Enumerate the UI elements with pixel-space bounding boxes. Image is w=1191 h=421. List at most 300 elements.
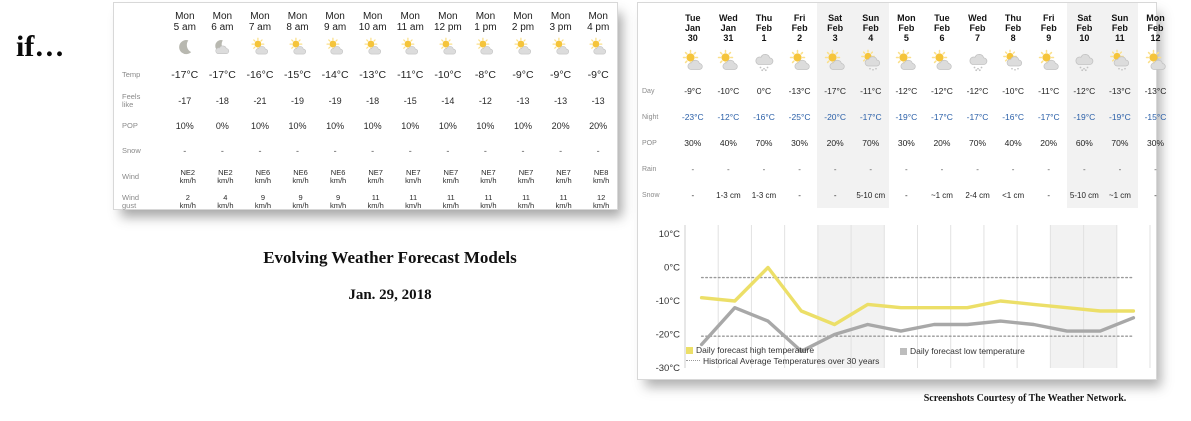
hourly-temp-cell: -10°C [434, 69, 462, 81]
hourly-wind-cell: NE6 km/h [292, 167, 309, 185]
daily-pop-cell: 70% [755, 138, 773, 148]
legend-swatch-high [686, 347, 693, 354]
daily-day-temp-cell: -10°C [717, 86, 740, 96]
sun-cloud-icon [716, 60, 740, 77]
hourly-weather-icon-cell [241, 37, 279, 62]
daily-day-temp-cell: -12°C [931, 86, 953, 96]
daily-column-header [1031, 3, 1067, 49]
hourly-wind-cell: NE6 km/h [254, 167, 272, 185]
sun-cloud-icon [1037, 60, 1061, 77]
daily-snow-cell: 1-3 cm [751, 190, 777, 200]
daily-col-dow: Fri [1042, 13, 1055, 23]
legend-item-historical [686, 356, 879, 367]
daily-snow-cell: - [1154, 190, 1157, 200]
moon-clear-icon [175, 44, 195, 61]
daily-day-temp-cell: -13°C [1102, 78, 1138, 104]
daily-snow-cell: 2-4 cm [965, 190, 990, 200]
hourly-col-day: Mon [513, 10, 533, 22]
daily-col-month: Feb [969, 23, 986, 33]
hourly-pop-cell: 0% [215, 121, 229, 131]
page-subtitle-date: Jan. 29, 2018 [348, 287, 432, 303]
daily-day-temp-cell: -10°C [1002, 86, 1025, 96]
hourly-col-day: Mon [362, 10, 383, 22]
daily-day-temp-cell: -11°C [1038, 86, 1060, 96]
daily-col-dow: Sun [1111, 13, 1129, 23]
hourly-wind-cell: NE7 km/h [480, 167, 497, 185]
hourly-temp-cell: -17°C [208, 69, 236, 81]
hourly-snow-cell: - [220, 146, 224, 156]
daily-col-month: Feb [933, 23, 950, 33]
legend-label-high: Daily forecast high temperature [696, 345, 815, 355]
sun-partly-cloudy-icon [400, 44, 420, 61]
daily-pop-cell: 40% [1004, 138, 1022, 148]
hourly-row-label-wind: Wind [122, 171, 140, 181]
daily-row-label-snow: Snow [642, 191, 660, 199]
daily-col-dow: Wed [968, 13, 987, 23]
hourly-pop-cell: 10% [363, 121, 382, 131]
sun-partly-cloudy-icon [551, 44, 571, 61]
hourly-column-header [504, 3, 542, 37]
sun-cloud-icon [930, 60, 954, 77]
sun-partly-cloudy-icon [325, 44, 345, 61]
sun-cloud-snow-icon [1108, 60, 1132, 77]
hourly-wind-cell: NE7 km/h [442, 167, 459, 185]
daily-weather-icon-cell [1102, 49, 1138, 78]
hourly-wind-cell: NE2 km/h [217, 167, 234, 185]
hourly-wind-cell: NE6 km/h [329, 167, 347, 185]
legend-swatch-low [900, 348, 907, 355]
hourly-col-day: Mon [438, 10, 458, 22]
daily-col-dow: Wed [718, 13, 738, 23]
hourly-pop-cell: 10% [513, 121, 532, 131]
daily-col-month: Feb [791, 23, 808, 33]
daily-col-dom: 11 [1115, 33, 1125, 43]
hourly-weather-icon-cell [279, 37, 317, 62]
chart-y-tick-label: -10°C [655, 296, 680, 308]
daily-rain-cell: - [1154, 164, 1157, 174]
hourly-col-time: 11 am [396, 21, 424, 33]
daily-snow-cell: ~1 cm [1102, 182, 1138, 208]
hourly-snow-cell: - [596, 146, 600, 156]
daily-col-dow: Tue [934, 13, 950, 23]
temperature-trend-chart [638, 225, 1156, 380]
hourly-snow-cell: - [371, 146, 375, 156]
daily-pop-cell: 70% [969, 138, 987, 148]
hourly-weather-icon-cell [504, 37, 542, 62]
daily-column-header [889, 3, 925, 49]
hourly-temp-cell: -17°C [171, 69, 199, 81]
sun-cloud-icon [823, 60, 847, 77]
hourly-wind-cell: NE7 km/h [517, 167, 535, 185]
sun-partly-cloudy-icon [438, 44, 458, 61]
daily-pop-cell: 70% [853, 130, 889, 156]
daily-weather-icon-cell [746, 49, 782, 78]
hourly-weather-icon-cell [429, 37, 467, 62]
chart-legend [686, 345, 879, 367]
daily-column-header [782, 3, 818, 49]
daily-day-temp-cell: -12°C [895, 86, 918, 96]
hourly-column-header [241, 3, 279, 37]
daily-pop-cell: 20% [933, 138, 951, 148]
hourly-wind-cell: NE7 km/h [367, 167, 384, 185]
hourly-row-label-blank [114, 3, 166, 37]
sun-cloud-icon [681, 60, 705, 77]
hourly-col-day: Mon [475, 10, 496, 22]
daily-night-temp-cell: -16°C [753, 112, 775, 122]
daily-weather-icon-cell [817, 49, 853, 78]
hourly-weather-icon-cell [166, 37, 204, 62]
daily-day-temp-cell: -13°C [788, 86, 811, 96]
daily-col-dom: 1 [761, 33, 767, 43]
hourly-feels-like-cell: -12 [478, 96, 492, 106]
hourly-wind-gust-cell: 11 km/h [405, 192, 422, 210]
daily-night-temp-cell: -15°C [1144, 112, 1167, 122]
hourly-weather-icon-cell [316, 37, 354, 62]
daily-col-dow: Sun [862, 13, 880, 23]
daily-rain-cell: - [691, 164, 695, 174]
daily-col-dow: Mon [1146, 13, 1165, 23]
hourly-feels-like-cell: -18 [215, 96, 229, 106]
daily-pop-cell: 40% [719, 138, 737, 148]
hourly-snow-cell: - [446, 146, 450, 156]
daily-snow-cell: 1-3 cm [716, 190, 741, 200]
hourly-feels-like-cell: -14 [441, 96, 455, 106]
daily-day-temp-cell: -9°C [684, 86, 702, 96]
chart-y-tick-label: 0°C [664, 262, 680, 274]
daily-snow-cell: 5-10 cm [853, 182, 889, 208]
hourly-feels-like-cell: -13 [554, 96, 568, 106]
daily-day-temp-cell: -13°C [1144, 86, 1167, 96]
hourly-column-header [467, 3, 505, 37]
hourly-column-header [391, 3, 429, 37]
credit-line: Screenshots Courtesy of The Weather Network. [923, 393, 1127, 404]
hourly-snow-cell: - [408, 146, 412, 156]
hourly-wind-gust-cell: 11 km/h [517, 192, 535, 210]
daily-row-label-rain: Rain [642, 165, 657, 173]
hourly-column-header [542, 3, 580, 37]
sun-cloud-icon [1144, 60, 1168, 77]
hourly-temp-cell: -11°C [397, 69, 424, 81]
sun-partly-cloudy-icon [475, 44, 495, 61]
hourly-col-day: Mon [250, 10, 270, 22]
daily-column-header [711, 3, 747, 49]
hourly-snow-cell: - [559, 146, 563, 156]
hourly-wind-gust-cell: 11 km/h [442, 192, 459, 210]
lead-text: if… [16, 30, 65, 63]
daily-column-header [853, 3, 889, 49]
hourly-feels-like-cell: -19 [328, 96, 342, 106]
daily-rain-cell: - [1011, 164, 1015, 174]
daily-col-dom: 9 [1046, 33, 1052, 43]
legend-dotted-line-historical [686, 360, 700, 361]
daily-col-month: Feb [898, 23, 915, 33]
daily-pop-cell: 30% [791, 138, 809, 148]
daily-col-dom: 3 [832, 33, 838, 43]
hourly-wind-cell: NE2 km/h [179, 167, 196, 185]
daily-weather-icon-cell [675, 49, 711, 78]
hourly-temp-cell: -14°C [321, 69, 349, 81]
daily-rain-cell: - [762, 164, 766, 174]
hourly-wind-gust-cell: 11 km/h [367, 192, 384, 210]
hourly-col-day: Mon [212, 10, 233, 22]
daily-rain-cell: - [976, 164, 979, 174]
hourly-col-time: 7 am [248, 21, 272, 33]
daily-col-dow: Sat [1077, 13, 1092, 23]
hourly-weather-icon-cell [542, 37, 580, 62]
hourly-col-time: 10 am [358, 21, 387, 33]
daily-pop-cell: 60% [1067, 130, 1103, 156]
hourly-feels-like-cell: -18 [366, 96, 380, 106]
daily-night-temp-cell: -17°C [1037, 112, 1060, 122]
sun-partly-cloudy-icon [363, 44, 383, 61]
hourly-column-header [204, 3, 242, 37]
daily-weather-icon-cell [889, 49, 925, 78]
hourly-snow-cell: - [258, 146, 262, 156]
daily-column-header [1138, 3, 1174, 49]
chart-y-tick-label: -20°C [655, 329, 680, 341]
daily-night-temp-cell: -20°C [817, 104, 853, 130]
daily-row-label-pop: POP [642, 139, 657, 147]
daily-night-temp-cell: -19°C [895, 112, 918, 122]
hourly-column-header [316, 3, 354, 37]
hourly-weather-icon-cell [579, 37, 617, 62]
daily-rain-cell: - [1067, 156, 1103, 182]
daily-col-month: Feb [1147, 23, 1164, 33]
daily-col-month: Feb [1076, 23, 1093, 33]
hourly-wind-gust-cell: 2 km/h [179, 192, 196, 210]
daily-night-temp-cell: -17°C [931, 112, 953, 122]
daily-row-label-blank [638, 3, 675, 49]
hourly-column-header [429, 3, 467, 37]
hourly-wind-cell: NE8 km/h [593, 167, 610, 185]
hourly-pop-cell: 10% [250, 121, 269, 131]
daily-night-temp-cell: -23°C [681, 112, 704, 122]
sun-cloud-icon [894, 60, 918, 77]
daily-col-dow: Thu [1004, 13, 1022, 23]
hourly-row-label-icon [114, 37, 166, 62]
daily-col-dom: 8 [1010, 33, 1016, 43]
hourly-row-label-snow: Snow [122, 145, 141, 155]
daily-weather-icon-cell [711, 49, 747, 78]
legend-item-low [900, 346, 1025, 356]
page-title: Evolving Weather Forecast Models [263, 248, 517, 267]
hourly-col-time: 1 pm [474, 21, 497, 33]
daily-weather-icon-cell [924, 49, 960, 78]
hourly-weather-icon-cell [467, 37, 505, 62]
daily-col-month: Feb [827, 23, 844, 33]
hourly-feels-like-cell: -13 [516, 96, 530, 106]
hourly-feels-like-cell: -15 [403, 96, 417, 106]
hourly-col-time: 2 pm [511, 21, 535, 33]
daily-column-header [1067, 3, 1103, 49]
hourly-wind-cell: NE7 km/h [405, 167, 422, 185]
daily-col-dow: Tue [685, 13, 701, 23]
daily-weather-icon-cell [1138, 49, 1174, 78]
hourly-col-day: Mon [175, 10, 195, 22]
daily-night-temp-cell: -19°C [1102, 104, 1138, 130]
daily-col-month: Feb [755, 23, 772, 33]
daily-pop-cell: 30% [684, 138, 702, 148]
hourly-weather-icon-cell [391, 37, 429, 62]
hourly-temp-cell: -13°C [359, 69, 387, 81]
hourly-col-day: Mon [550, 10, 571, 22]
hourly-column-header [279, 3, 317, 37]
hourly-wind-gust-cell: 11 km/h [555, 192, 572, 210]
daily-pop-cell: 20% [1040, 138, 1058, 148]
hourly-column-header [354, 3, 392, 37]
sun-partly-cloudy-icon [288, 44, 308, 61]
daily-snow-cell: 5-10 cm [1067, 182, 1103, 208]
daily-col-dom: 7 [975, 33, 981, 43]
hourly-snow-cell: - [183, 146, 187, 156]
daily-col-dom: 4 [868, 33, 874, 43]
daily-snow-cell: <1 cm [1002, 190, 1025, 200]
daily-col-month: Feb [1111, 23, 1128, 33]
hourly-wind-cell: NE7 km/h [555, 167, 572, 185]
daily-forecast-panel [637, 2, 1167, 380]
hourly-wind-gust-cell: 9 km/h [254, 192, 272, 210]
hourly-feels-like-cell: -19 [291, 96, 305, 106]
hourly-snow-cell: - [296, 146, 300, 156]
hourly-col-time: 3 pm [549, 21, 572, 33]
daily-weather-icon-cell [1067, 49, 1103, 78]
hourly-feels-like-cell: -21 [253, 96, 267, 106]
hourly-column-header [166, 3, 204, 37]
cloud-snow-icon [1072, 60, 1096, 77]
hourly-snow-cell: - [333, 146, 337, 156]
daily-night-temp-cell: -17°C [966, 112, 989, 122]
daily-row-label-night: Night [642, 113, 659, 121]
daily-weather-icon-cell [995, 49, 1031, 78]
daily-column-header [924, 3, 960, 49]
hourly-forecast-table [114, 3, 617, 214]
hourly-col-time: 8 am [286, 21, 309, 33]
cloud-snow-icon [966, 60, 990, 77]
daily-col-month: Feb [862, 23, 879, 33]
hourly-col-time: 9 am [323, 21, 347, 33]
hourly-row-label-temp: Temp [122, 69, 141, 79]
daily-column-header [746, 3, 782, 49]
daily-column-header [1102, 3, 1138, 49]
hourly-pop-cell: 10% [476, 121, 495, 131]
daily-night-temp-cell: -12°C [717, 112, 740, 122]
hourly-pop-cell: 10% [326, 121, 345, 131]
daily-col-month: Jan [720, 23, 737, 33]
daily-rain-cell: - [798, 164, 801, 174]
hourly-forecast-panel [113, 2, 618, 210]
daily-column-header [675, 3, 711, 49]
hourly-wind-gust-cell: 11 km/h [480, 192, 497, 210]
hourly-temp-cell: -15°C [284, 69, 311, 81]
daily-row-label-icon [638, 49, 675, 78]
hourly-wind-gust-cell: 12 km/h [593, 192, 610, 210]
daily-pop-cell: 70% [1102, 130, 1138, 156]
hourly-pop-cell: 20% [551, 121, 570, 131]
daily-rain-cell: - [905, 164, 908, 174]
hourly-weather-icon-cell [354, 37, 392, 62]
daily-night-temp-cell: -17°C [853, 104, 889, 130]
legend-label-historical: Historical Average Temperatures over 30 years [703, 356, 880, 366]
sun-cloud-snow-icon [859, 60, 883, 77]
hourly-column-header [579, 3, 617, 37]
hourly-wind-gust-cell: 9 km/h [292, 192, 309, 210]
hourly-pop-cell: 10% [438, 121, 457, 131]
sun-cloud-icon [788, 60, 812, 77]
legend-item-high [686, 345, 879, 356]
daily-pop-cell: 20% [817, 130, 853, 156]
hourly-feels-like-cell: -17 [178, 96, 192, 106]
daily-night-temp-cell: -25°C [788, 112, 811, 122]
hourly-col-day: Mon [287, 10, 308, 22]
daily-rain-cell: - [853, 156, 889, 182]
hourly-wind-gust-cell: 9 km/h [329, 192, 347, 210]
daily-day-temp-cell: -12°C [966, 86, 989, 96]
daily-column-header [995, 3, 1031, 49]
daily-snow-cell: ~1 cm [930, 190, 953, 200]
legend-label-low: Daily forecast low temperature [910, 346, 1025, 356]
daily-pop-cell: 30% [897, 138, 915, 148]
hourly-col-day: Mon [400, 10, 420, 22]
hourly-col-time: 12 pm [433, 21, 462, 33]
daily-snow-cell: - [691, 190, 695, 200]
sun-partly-cloudy-icon [250, 44, 270, 61]
hourly-col-day: Mon [325, 10, 345, 22]
daily-snow-cell: - [1047, 190, 1051, 200]
daily-day-temp-cell: 0°C [756, 86, 772, 96]
hourly-pop-cell: 10% [288, 121, 307, 131]
daily-snow-cell: - [817, 182, 853, 208]
daily-col-dom: 2 [797, 33, 803, 43]
daily-rain-cell: - [727, 164, 730, 174]
hourly-row-label-wind-gust: Wind gust [122, 192, 140, 210]
daily-col-dom: 6 [939, 33, 945, 43]
hourly-weather-icon-cell [204, 37, 242, 62]
daily-col-dow: Fri [793, 13, 806, 23]
hourly-snow-cell: - [483, 146, 487, 156]
hourly-temp-cell: -16°C [246, 69, 274, 81]
daily-forecast-table [638, 3, 1173, 208]
hourly-col-time: 6 am [211, 21, 234, 33]
daily-col-dom: 10 [1079, 33, 1090, 43]
hourly-col-time: 4 pm [587, 21, 610, 33]
daily-col-dom: 5 [903, 33, 909, 43]
hourly-col-day: Mon [588, 10, 608, 22]
daily-col-month: Feb [1040, 23, 1057, 33]
cloud-snow-icon [752, 60, 776, 77]
daily-rain-cell: - [817, 156, 853, 182]
daily-night-temp-cell: -16°C [1002, 112, 1025, 122]
hourly-temp-cell: -9°C [512, 69, 534, 81]
hourly-pop-cell: 10% [401, 121, 420, 131]
hourly-temp-cell: -8°C [474, 69, 496, 81]
hourly-wind-gust-cell: 4 km/h [217, 192, 234, 210]
hourly-row-label-feels-like: Feels like [122, 91, 141, 109]
daily-column-header [817, 3, 853, 49]
sun-partly-cloudy-icon [513, 44, 533, 61]
daily-col-month: Feb [1005, 23, 1022, 33]
daily-rain-cell: - [1047, 164, 1051, 174]
hourly-pop-cell: 20% [589, 121, 608, 131]
daily-weather-icon-cell [960, 49, 996, 78]
daily-day-temp-cell: -11°C [853, 78, 889, 104]
moon-partly-cloudy-icon [212, 44, 232, 61]
daily-day-temp-cell: -12°C [1067, 78, 1103, 104]
daily-rain-cell: - [940, 164, 944, 174]
daily-snow-cell: - [798, 190, 801, 200]
hourly-pop-cell: 10% [175, 121, 194, 131]
chart-y-tick-label: -30°C [655, 363, 680, 375]
daily-pop-cell: 30% [1147, 138, 1165, 148]
